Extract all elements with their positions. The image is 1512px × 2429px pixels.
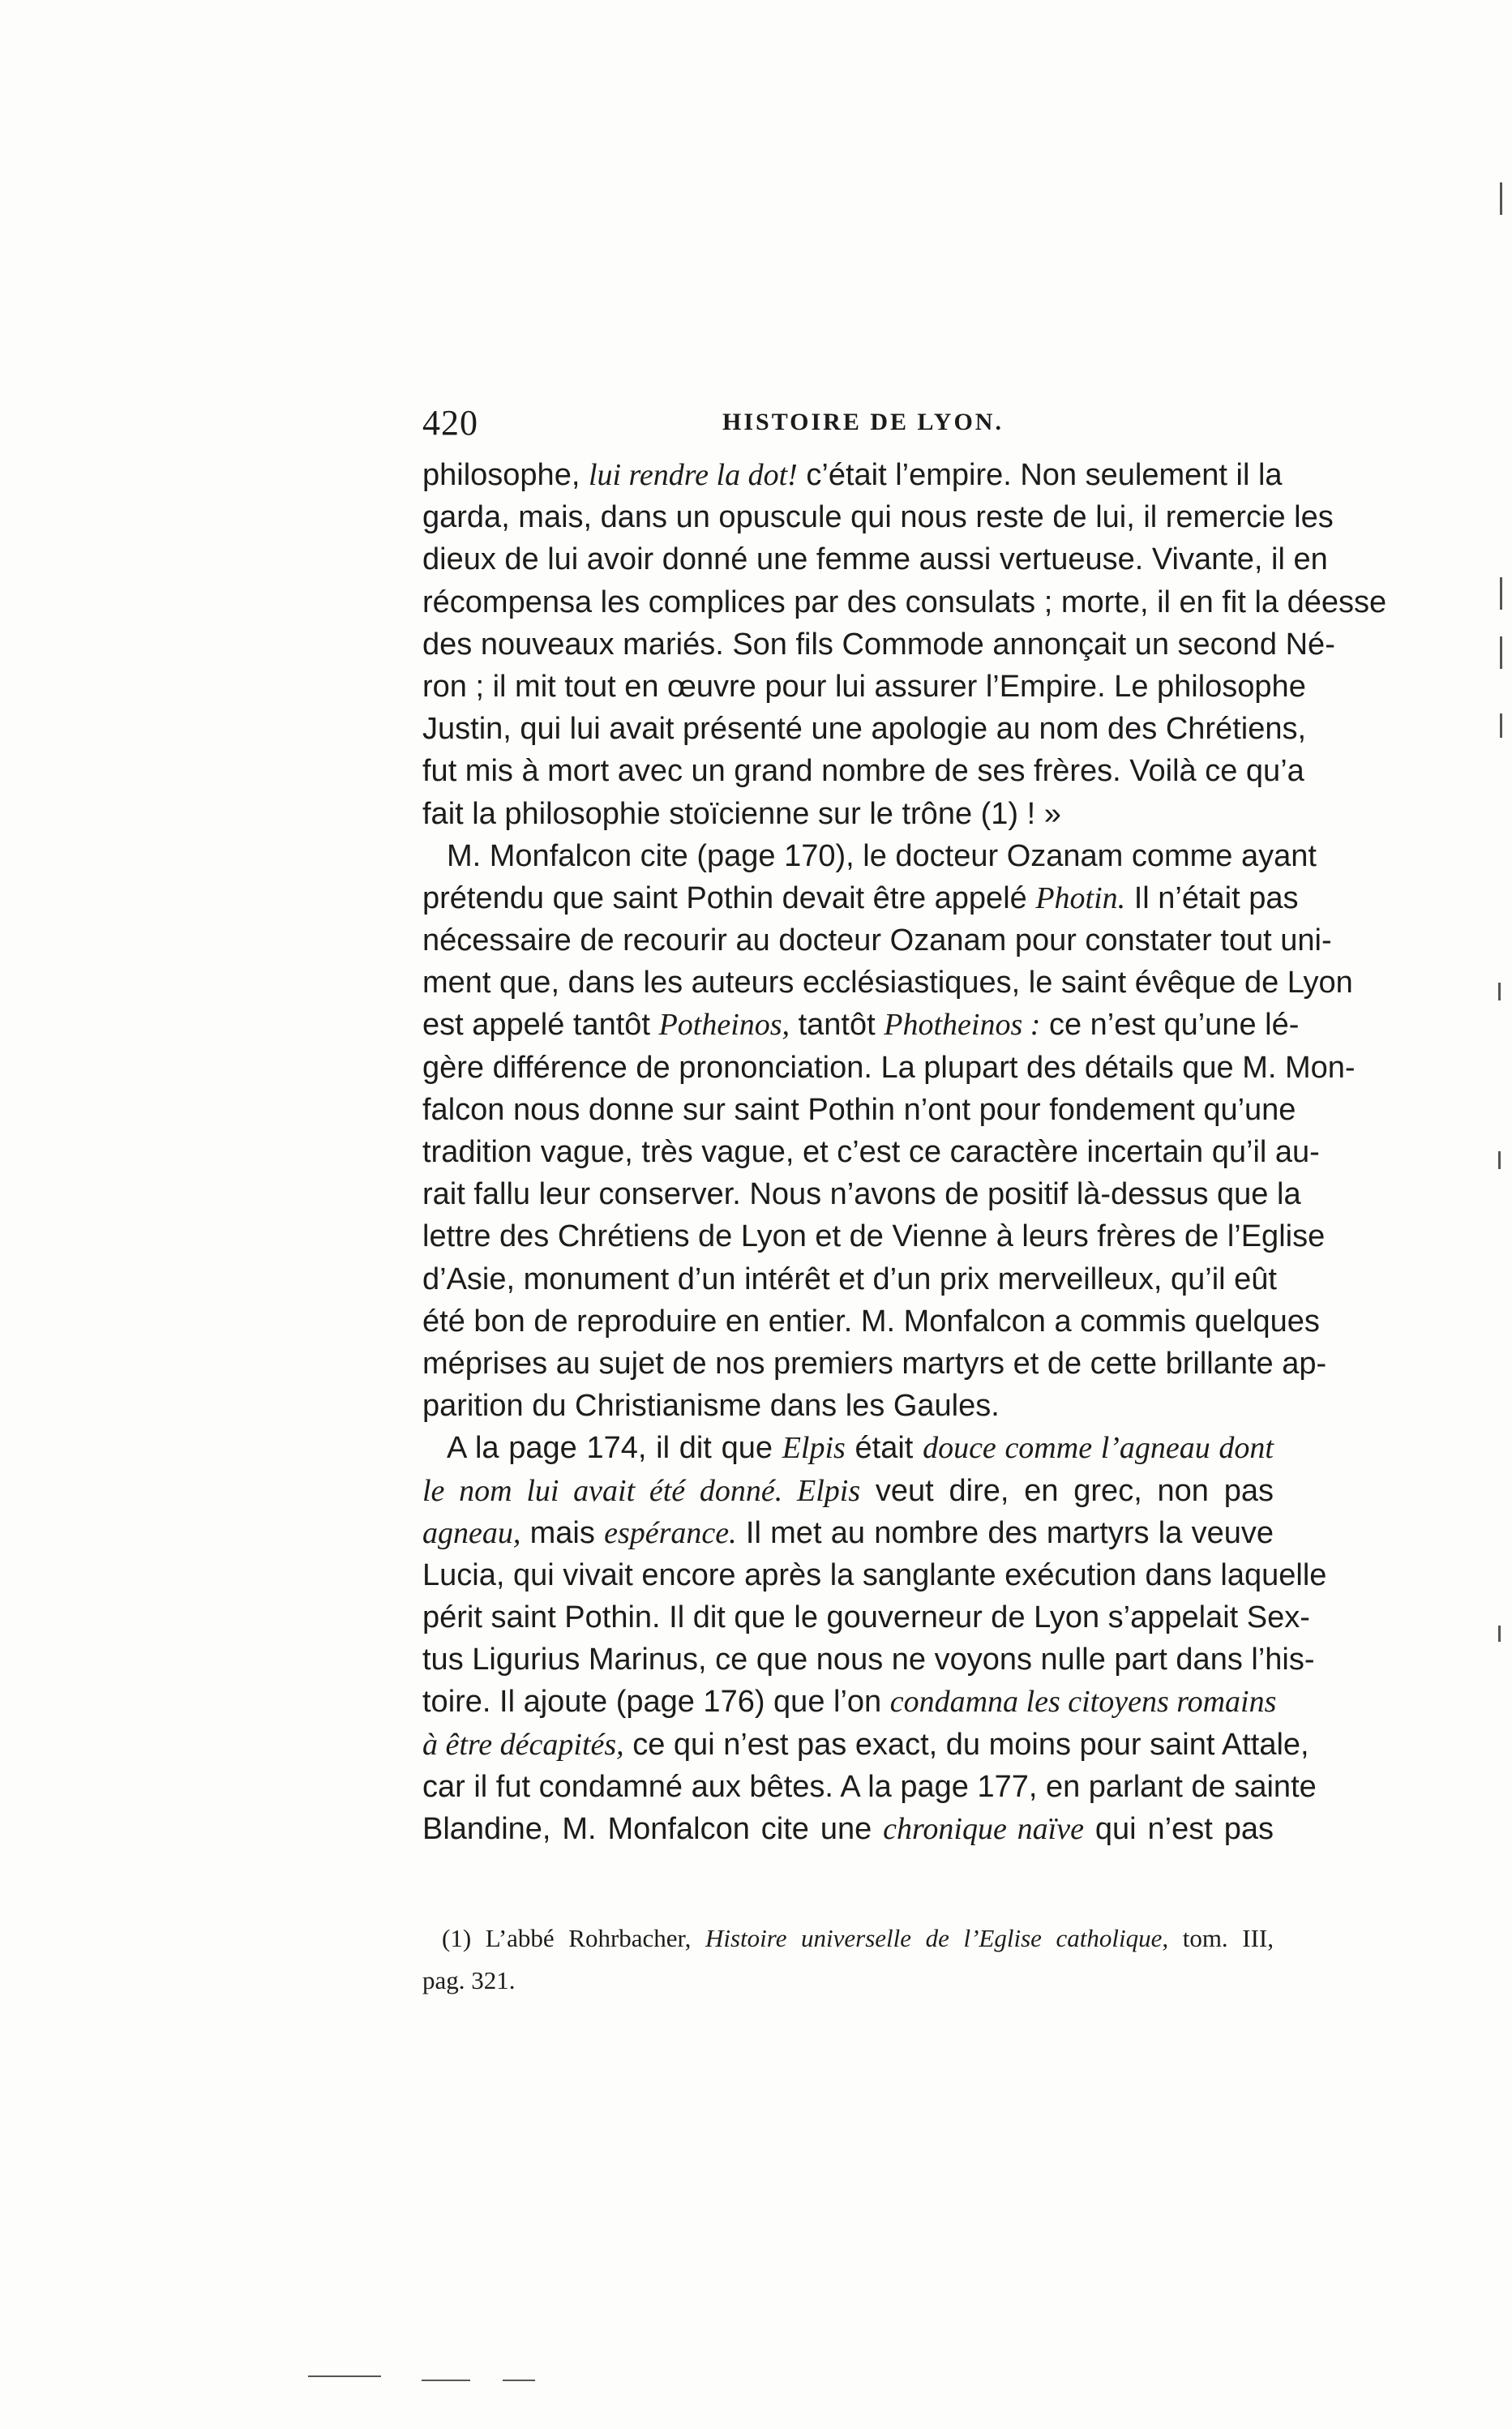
- scan-mark: [1500, 636, 1502, 669]
- text-line: M. Monfalcon cite (page 170), le docteur Ozanam comme ayant: [447, 838, 1317, 873]
- text-line: à être décapités, ce qui n’est pas exact, du moins pour saint Attale,: [422, 1727, 1309, 1762]
- text-line: récompensa les complices par des consulats ; morte, il en fit la déesse: [422, 585, 1387, 619]
- footnote-line: (1) L’abbé Rohrbacher, Histoire universelle de l’Eglise catholique, tom. III,: [442, 1924, 1274, 1952]
- text-line: toire. Il ajoute (page 176) que l’on condamna les citoyens romains: [422, 1685, 1277, 1720]
- text-line: d’Asie, monument d’un intérêt et d’un prix merveilleux, qu’il eût: [422, 1262, 1277, 1296]
- text-line: ron ; il mit tout en œuvre pour lui assurer l’Empire. Le philosophe: [422, 669, 1306, 704]
- text-line: rait fallu leur conserver. Nous n’avons de positif là-dessus que la: [422, 1177, 1301, 1212]
- scan-mark: [1500, 577, 1502, 610]
- scan-mark: [1500, 182, 1502, 215]
- scan-mark: [503, 2380, 535, 2381]
- text-line: Blandine, M. Monfalcon cite une chronique naïve qui n’est pas: [422, 1812, 1274, 1846]
- footnote-line: pag. 321.: [422, 1966, 516, 1994]
- body-text: [422, 454, 1387, 1850]
- footnote-marker: (1): [442, 1924, 472, 1952]
- text-line: prétendu que saint Pothin devait être appelé Photin. Il n’était pas: [422, 880, 1299, 915]
- text-line: agneau, mais espérance. Il met au nombre des martyrs la veuve: [422, 1515, 1274, 1550]
- scan-mark: [1498, 1626, 1501, 1642]
- text-line: falcon nous donne sur saint Pothin n’ont pour fondement qu’une: [422, 1092, 1296, 1127]
- text-line: parition du Christianisme dans les Gaules.: [422, 1389, 1000, 1424]
- scan-mark: [422, 2380, 470, 2381]
- text-line: nécessaire de recourir au docteur Ozanam pour constater tout uni-: [422, 923, 1332, 958]
- scan-mark: [1498, 983, 1501, 1000]
- text-line: est appelé tantôt Potheinos, tantôt Photheinos : ce n’est qu’une lé-: [422, 1008, 1300, 1043]
- text-line: été bon de reproduire en entier. M. Monfalcon a commis quelques: [422, 1304, 1320, 1339]
- text-line: périt saint Pothin. Il dit que le gouverneur de Lyon s’appelait Sex-: [422, 1600, 1310, 1635]
- text-line: A la page 174, il dit que Elpis était douce comme l’agneau dont: [447, 1431, 1274, 1466]
- text-line: lettre des Chrétiens de Lyon et de Vienne à leurs frères de l’Eglise: [422, 1219, 1326, 1254]
- text-line: fait la philosophie stoïcienne sur le trône (1) ! »: [422, 796, 1061, 831]
- page-number: 420: [422, 403, 478, 443]
- footnote: [422, 1917, 1274, 2002]
- text-line: car il fut condamné aux bêtes. A la page 177, en parlant de sainte: [422, 1769, 1317, 1804]
- text-line: ment que, dans les auteurs ecclésiastiques, le saint évêque de Lyon: [422, 966, 1353, 1000]
- text-line: tradition vague, très vague, et c’est ce caractère incertain qu’il au-: [422, 1135, 1320, 1169]
- text-line: dieux de lui avoir donné une femme aussi vertueuse. Vivante, il en: [422, 542, 1328, 577]
- scan-mark: [1498, 1151, 1501, 1169]
- text-line: garda, mais, dans un opuscule qui nous reste de lui, il remercie les: [422, 500, 1334, 535]
- text-line: Lucia, qui vivait encore après la sanglante exécution dans laquelle: [422, 1557, 1327, 1592]
- page-header: [422, 402, 1274, 451]
- text-line: méprises au sujet de nos premiers martyrs et de cette brillante ap-: [422, 1346, 1327, 1381]
- running-title: HISTOIRE DE LYON.: [722, 409, 1004, 435]
- text-line: gère différence de prononciation. La plupart des détails que M. Mon-: [422, 1050, 1356, 1085]
- text-line: philosophe, lui rendre la dot! c’était l’empire. Non seulement il la: [422, 458, 1283, 492]
- text-line: Justin, qui lui avait présenté une apologie au nom des Chrétiens,: [422, 712, 1307, 747]
- text-line: fut mis à mort avec un grand nombre de ses frères. Voilà ce qu’a: [422, 754, 1304, 789]
- text-line: tus Ligurius Marinus, ce que nous ne voyons nulle part dans l’his-: [422, 1643, 1315, 1677]
- scan-mark: [1500, 713, 1502, 738]
- text-line: des nouveaux mariés. Son fils Commode annonçait un second Né-: [422, 627, 1335, 662]
- scan-mark: [308, 2375, 381, 2377]
- text-line: le nom lui avait été donné. Elpis veut dire, en grec, non pas: [422, 1473, 1274, 1508]
